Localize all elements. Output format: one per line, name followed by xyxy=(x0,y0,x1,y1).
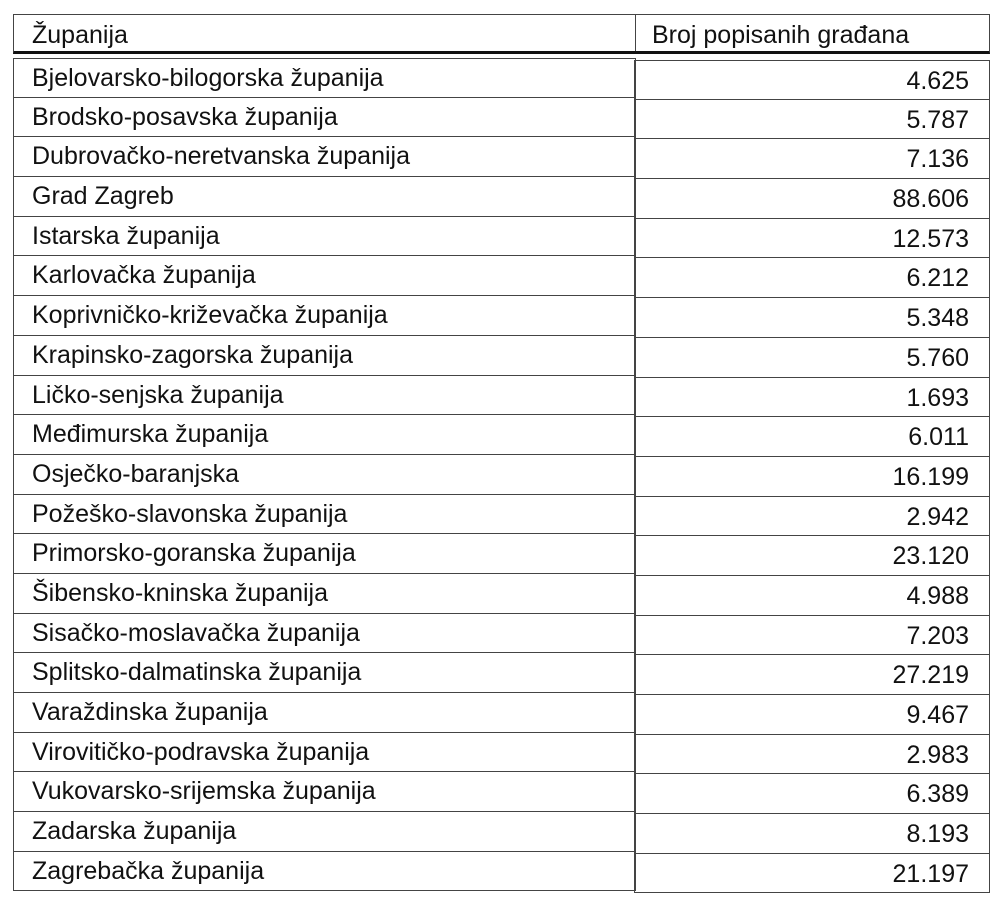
table-cell-county: Sisačko-moslavačka županija xyxy=(13,614,636,654)
table-cell-county: Šibensko-kninska županija xyxy=(13,574,636,614)
table-cell-count: 16.199 xyxy=(634,457,990,497)
table-cell-county: Varaždinska županija xyxy=(13,693,636,733)
table-cell-count: 9.467 xyxy=(634,695,990,735)
table-header xyxy=(13,14,990,54)
count-column xyxy=(634,60,990,893)
table-cell-county: Zagrebačka županija xyxy=(13,852,636,892)
county-column xyxy=(13,58,636,891)
table-cell-count: 1.693 xyxy=(634,378,990,418)
table-cell-county: Istarska županija xyxy=(13,217,636,257)
table-cell-county: Ličko-senjska županija xyxy=(13,376,636,416)
table-cell-county: Krapinsko-zagorska županija xyxy=(13,336,636,376)
table-cell-count: 5.348 xyxy=(634,298,990,338)
table-cell-count: 23.120 xyxy=(634,536,990,576)
table-cell-count: 6.389 xyxy=(634,774,990,814)
table-cell-count: 8.193 xyxy=(634,814,990,854)
table-cell-county: Požeško-slavonska županija xyxy=(13,495,636,535)
table-cell-county: Primorsko-goranska županija xyxy=(13,534,636,574)
table-cell-count: 2.942 xyxy=(634,497,990,537)
table-cell-county: Zadarska županija xyxy=(13,812,636,852)
table-cell-count: 21.197 xyxy=(634,854,990,894)
table-cell-count: 4.625 xyxy=(634,60,990,100)
column-header-county: Županija xyxy=(14,15,636,51)
table-cell-count: 12.573 xyxy=(634,219,990,259)
table-cell-county: Koprivničko-križevačka županija xyxy=(13,296,636,336)
table-cell-count: 88.606 xyxy=(634,179,990,219)
table-cell-count: 5.787 xyxy=(634,100,990,140)
table-cell-count: 2.983 xyxy=(634,735,990,775)
table-cell-county: Grad Zagreb xyxy=(13,177,636,217)
table-cell-county: Međimurska županija xyxy=(13,415,636,455)
table-cell-count: 27.219 xyxy=(634,655,990,695)
table-cell-county: Splitsko-dalmatinska županija xyxy=(13,653,636,693)
table-cell-county: Virovitičko-podravska županija xyxy=(13,733,636,773)
table-cell-county: Osječko-baranjska xyxy=(13,455,636,495)
table-cell-county: Brodsko-posavska županija xyxy=(13,98,636,138)
table-cell-count: 6.212 xyxy=(634,258,990,298)
table-cell-county: Dubrovačko-neretvanska županija xyxy=(13,137,636,177)
table-cell-count: 7.203 xyxy=(634,616,990,656)
table-cell-county: Karlovačka županija xyxy=(13,256,636,296)
table-cell-count: 7.136 xyxy=(634,139,990,179)
table-cell-county: Vukovarsko-srijemska županija xyxy=(13,772,636,812)
table-cell-count: 4.988 xyxy=(634,576,990,616)
column-header-count: Broj popisanih građana xyxy=(652,21,910,49)
table-cell-county: Bjelovarsko-bilogorska županija xyxy=(13,58,636,98)
table-cell-count: 5.760 xyxy=(634,338,990,378)
table-cell-count: 6.011 xyxy=(634,417,990,457)
